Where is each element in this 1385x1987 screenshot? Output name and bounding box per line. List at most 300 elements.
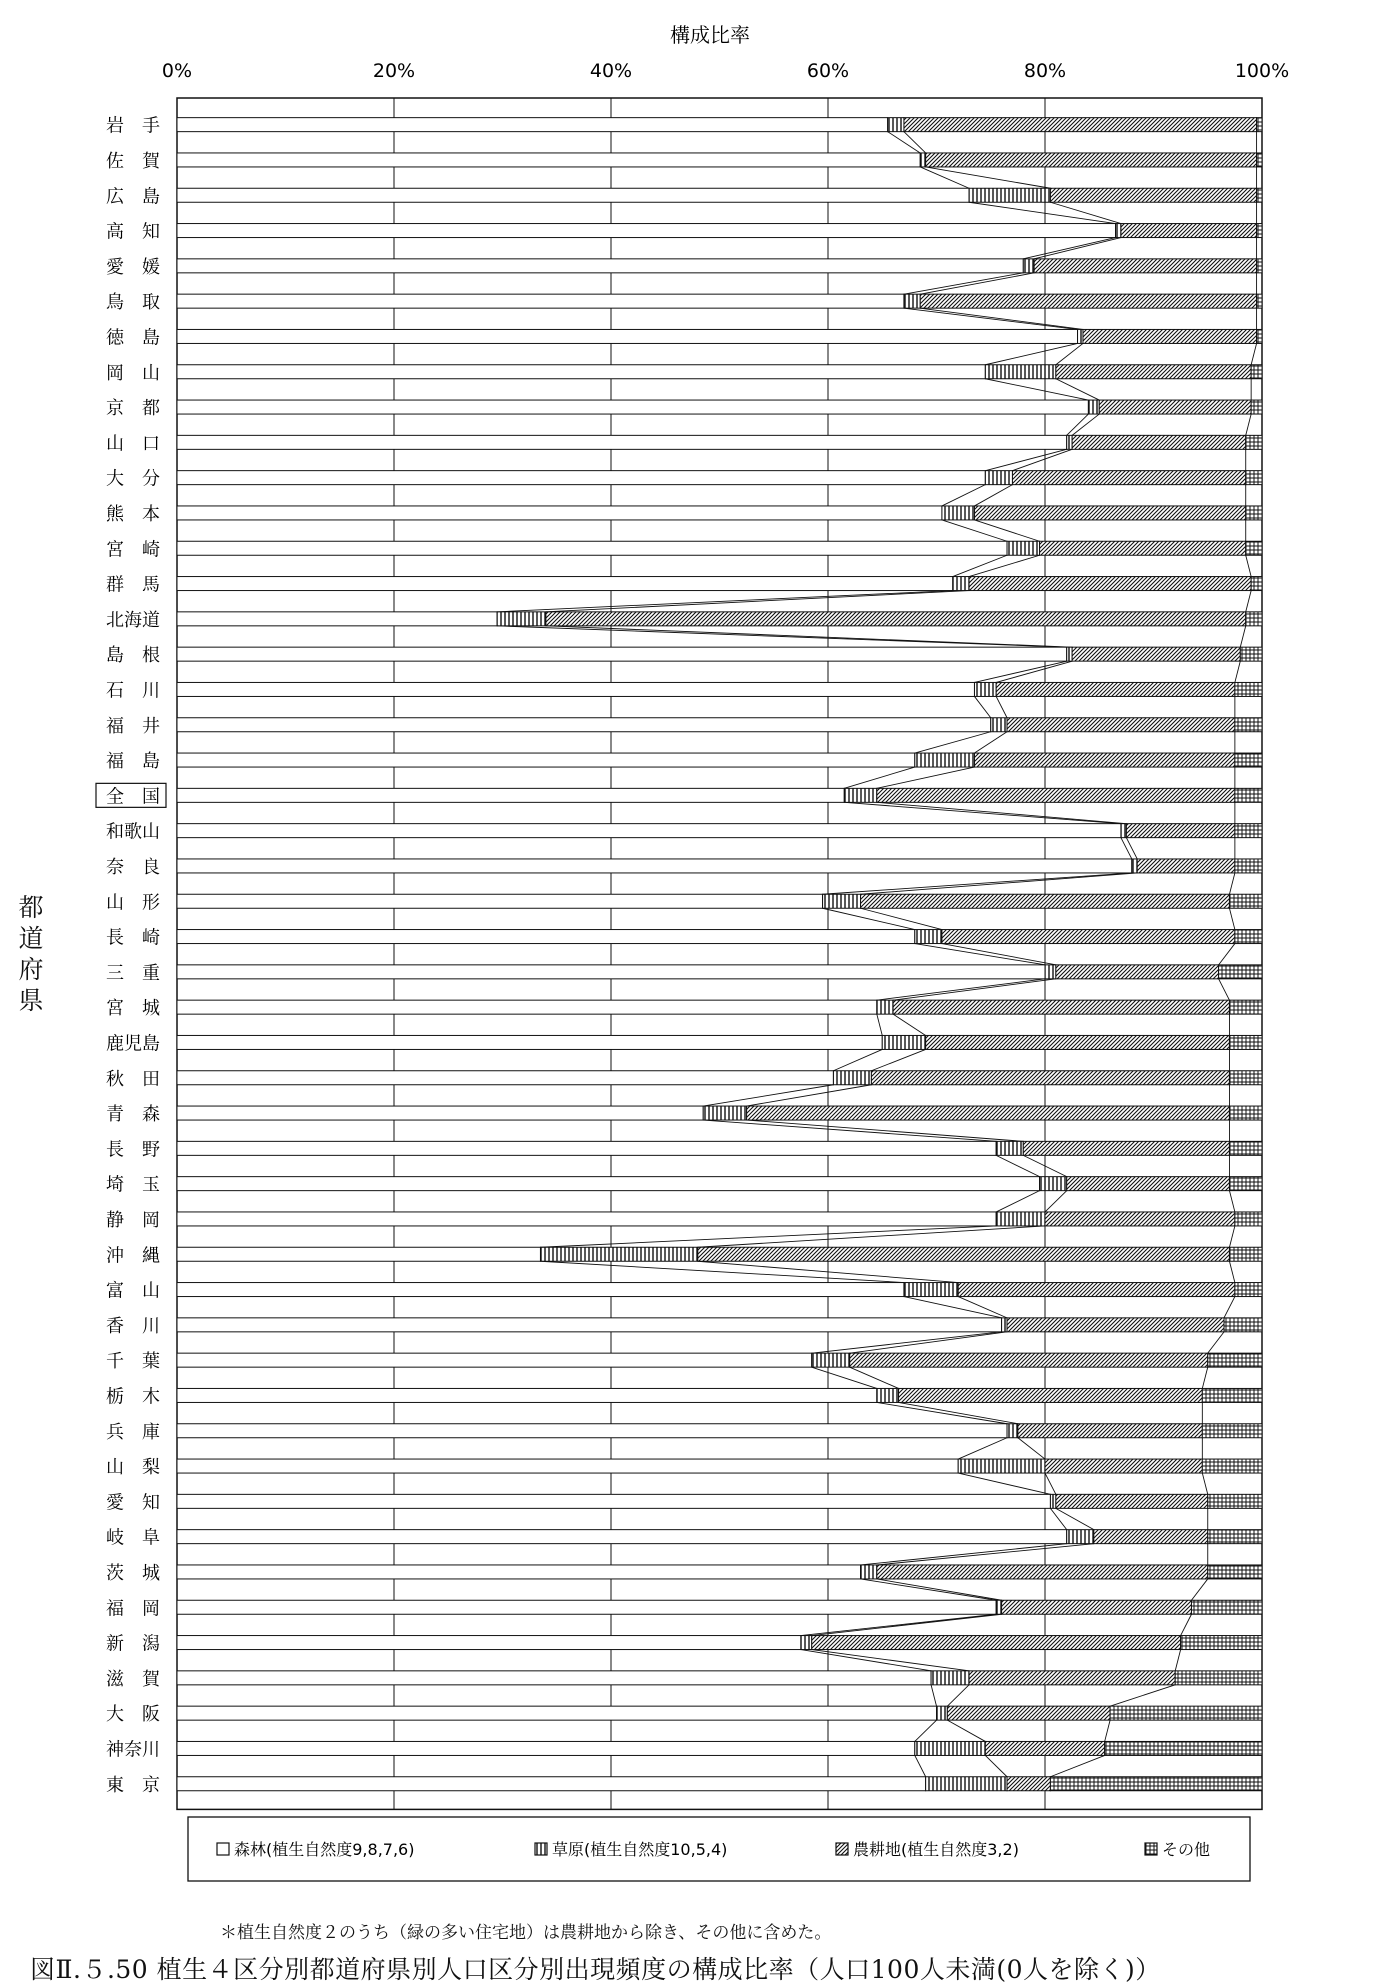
category-label: 佐 賀 [106,150,160,172]
bar-segment [996,1141,1023,1155]
bar-segment [177,1530,1067,1544]
bar-segment [974,753,1234,767]
series-connector [812,1332,1002,1353]
bar-segment [996,1600,1001,1614]
series-connector [1229,1226,1234,1247]
bar-segment [177,471,985,485]
series-connector [974,696,990,717]
bar-segment [1083,329,1257,343]
series-connector [947,1720,985,1741]
bar-segment [1067,1530,1094,1544]
bar-segment [1094,1530,1208,1544]
series-connector [1246,591,1251,612]
series-connector [915,1755,926,1776]
bar-segment [1023,1141,1229,1155]
bar-segment [937,1706,948,1720]
series-connector [1105,1720,1110,1741]
bar-segment [1202,1424,1262,1438]
category-label: 岡 山 [106,362,160,384]
series-connector [974,520,1039,541]
series-connector [904,308,1078,329]
bar-segment [1246,471,1262,485]
bar-segment [1257,329,1262,343]
series-connector [540,1261,903,1282]
legend-swatch [1145,1843,1157,1855]
bar-segment [920,294,1256,308]
category-label: 山 形 [106,892,160,914]
bar-segment [812,1353,850,1367]
series-connector [812,1650,969,1671]
chart-title: 構成比率 [670,23,750,47]
category-label: 全 国 [106,786,160,808]
bar-segment [546,612,1246,626]
series-connector [1202,1473,1207,1494]
bar-segment [1235,682,1262,696]
series-connector [1202,1367,1207,1388]
bar-segment [1045,1459,1202,1473]
bar-segment [1257,188,1262,202]
bar-segment [1251,577,1262,591]
category-label: 山 口 [106,433,160,455]
bar-segment [177,647,1067,661]
bar-segment [177,1247,540,1261]
series-connector [1121,838,1132,859]
bar-segment [1040,1177,1067,1191]
bar-segment [1050,1494,1055,1508]
category-label: 三 重 [106,962,160,984]
x-tick-label: 100% [1234,60,1290,82]
bar-segment [1007,1424,1018,1438]
category-label: 山 梨 [106,1457,160,1479]
bar-segment [177,1388,877,1402]
legend-label: 農耕地(植生自然度3,2) [853,1840,1019,1859]
category-label: 熊 本 [106,503,160,525]
series-connector [974,485,1012,506]
category-label: 宮 崎 [106,539,160,561]
series-connector [877,802,1127,823]
bar-segment [177,1106,703,1120]
bar-segment [1088,400,1099,414]
series-connector [877,1579,1002,1600]
series-connector [985,379,1088,400]
category-label: 茨 城 [106,1562,160,1584]
series-connector [1050,1508,1066,1529]
bar-segment [1240,647,1262,661]
category-label: 富 山 [106,1280,160,1302]
bar-segment [177,1741,915,1755]
series-connector [1045,1473,1056,1494]
bar-segment [1257,294,1262,308]
series-connector [823,873,1132,894]
series-connector [844,767,915,788]
bar-segment [177,1565,861,1579]
bar-segment [1002,1318,1007,1332]
bar-segment [1099,400,1251,414]
bar-segment [177,224,1116,238]
legend-label: その他 [1162,1840,1211,1859]
bar-segment [1023,259,1034,273]
category-label: 愛 知 [106,1492,160,1514]
bar-segment [1007,541,1040,555]
bar-segment [996,1212,1045,1226]
series-connector [1050,202,1121,223]
category-label: 群 馬 [106,574,160,596]
series-connector [497,591,953,612]
series-connector [540,1226,996,1247]
category-label: 鳥 取 [106,292,160,314]
bar-segment [1137,859,1235,873]
series-connector [812,1367,877,1388]
series-connector [546,591,969,612]
series-connector [1191,1579,1207,1600]
legend-swatch [836,1843,848,1855]
series-connector [1110,1685,1175,1706]
series-connector [1126,838,1137,859]
category-label: 新 潟 [106,1633,160,1655]
series-connector [747,1120,1024,1141]
bar-segment [177,1706,937,1720]
y-axis-label-text [16,892,46,1016]
bar-segment [177,718,991,732]
series-connector [497,626,1067,647]
bar-segment [1105,1741,1262,1755]
bar-segment [177,294,904,308]
series-connector [1023,238,1115,259]
series-connector [958,1473,1050,1494]
bar-segment [1067,1177,1230,1191]
bar-segment [1235,1212,1262,1226]
x-tick-label: 60% [806,60,850,82]
series-connector [915,944,1045,965]
bar-segment [177,753,915,767]
category-label: 岐 阜 [106,1527,160,1549]
category-label: 北海道 [106,609,160,631]
series-connector [861,1579,997,1600]
category-label: 石 川 [106,680,160,702]
bar-segment [177,541,1007,555]
series-connector [877,979,1045,1000]
category-label: 兵 庫 [106,1421,160,1443]
bar-segment [958,1283,1235,1297]
category-label: 和歌山 [106,821,160,843]
series-connector [958,1438,1007,1459]
bar-segment [850,1353,1208,1367]
series-connector [1050,1755,1104,1776]
bar-segment [1056,365,1251,379]
series-connector [904,273,1023,294]
bar-segment [985,365,1056,379]
series-connector [1181,1614,1192,1635]
series-connector [801,1650,931,1671]
series-connector [920,273,1034,294]
bar-segment [177,400,1088,414]
series-connector [861,873,1138,894]
bar-segment [1235,788,1262,802]
plot-frame [177,98,1262,1809]
category-label: 秋 田 [106,1068,160,1090]
series-connector [703,1120,996,1141]
bar-segment [969,1671,1175,1685]
bar-segment [1175,1671,1262,1685]
bar-segment [1235,718,1262,732]
bar-segment [1007,1318,1224,1332]
bar-segment [1246,435,1262,449]
bar-segment [1246,506,1262,520]
series-connector [985,449,1066,470]
category-label: 東 京 [106,1774,160,1796]
series-connector [1229,1191,1234,1212]
bar-segment [177,1141,996,1155]
bar-segment [177,682,974,696]
bar-segment [871,1071,1229,1085]
bar-segment [1246,541,1262,555]
series-connector [877,1544,1094,1565]
bar-segment [1067,647,1072,661]
bar-segment [177,506,942,520]
series-connector [850,1332,1007,1353]
bar-segment [969,577,1251,591]
series-connector [974,661,1066,682]
y-axis-label-char: 府 [18,955,44,984]
bar-segment [899,1388,1203,1402]
bar-segment [177,965,1045,979]
bar-segment [1224,1318,1262,1332]
bar-segment [904,1283,958,1297]
bar-segment [1257,224,1262,238]
bar-segment [540,1247,697,1261]
bar-segment [1045,1212,1235,1226]
category-label: 香 川 [106,1315,160,1337]
bar-segment [958,1459,1045,1473]
series-connector [942,485,985,506]
bar-segment [1056,1494,1208,1508]
series-connector [942,520,1007,541]
bar-segment [915,930,942,944]
x-axis-ticks [162,60,1289,82]
bar-segment [877,788,1235,802]
bar-segment [1002,1600,1192,1614]
bar-segment [703,1106,746,1120]
bar-segment [942,930,1235,944]
legend-swatch [535,1843,547,1855]
category-label: 広 島 [106,186,160,208]
series-connector [1229,908,1234,929]
bar-segment [177,577,953,591]
bar-segment [1034,259,1256,273]
category-label: 福 井 [106,715,160,737]
series-connector [899,1402,1018,1423]
bar-segment [1208,1565,1262,1579]
bar-segment [1229,1000,1262,1014]
bar-segment [1202,1388,1262,1402]
bar-segment [1208,1494,1262,1508]
y-axis-label-char: 都 [18,893,44,922]
category-label: 大 分 [106,468,160,490]
series-connector [1229,873,1234,894]
bar-segment [177,1424,1007,1438]
bar-segment [177,1283,904,1297]
category-label: 埼 玉 [106,1174,160,1196]
bar-segment [1040,541,1246,555]
bar-segment [942,506,975,520]
y-axis-label-char: 道 [18,924,44,953]
bar-segment [974,682,996,696]
series-connector [1056,1508,1094,1529]
bar-segment [177,1494,1050,1508]
bar-segment [1072,647,1240,661]
bar-segment [1007,718,1235,732]
bar-segment [177,824,1121,838]
bar-segment [1045,965,1056,979]
bar-segment [904,294,920,308]
series-connector [985,1755,1007,1776]
category-label: 徳 島 [106,327,160,349]
series-connector [1034,238,1121,259]
bar-segment [1251,400,1262,414]
legend-label: 草原(植生自然度10,5,4) [552,1840,728,1859]
category-label: 大 阪 [106,1704,160,1726]
bar-segment [177,612,497,626]
series-connector [958,1297,1007,1318]
series-connector [1235,661,1240,682]
bar-segment [1078,329,1083,343]
bar-segment [893,1000,1229,1014]
bar-segment [1219,965,1262,979]
bar-segment [177,1212,996,1226]
bar-segment [1208,1530,1262,1544]
y-axis-label [16,892,46,1016]
series-connector [1012,449,1072,470]
bar-segment [177,859,1132,873]
series-connector [996,1191,1039,1212]
category-label: 愛 媛 [106,256,160,278]
bar-segment [996,682,1235,696]
series-connector [947,1685,969,1706]
plot-area [96,98,1262,1809]
bar-segment [177,1636,801,1650]
bar-segment [877,1388,899,1402]
bar-segment [177,188,969,202]
bar-segment [1229,1247,1262,1261]
bar-segment [177,1459,958,1473]
category-label: 静 岡 [106,1209,160,1231]
series-connector [1045,1191,1067,1212]
series-connector [1056,343,1083,364]
series-connector [996,696,1007,717]
bar-segment [1121,224,1257,238]
bar-segment [877,1565,1208,1579]
series-connector [904,1297,1002,1318]
x-tick-label: 20% [372,60,416,82]
series-connector [833,1049,882,1070]
category-label: 島 根 [106,645,160,667]
category-label: 滋 賀 [106,1668,160,1690]
bar-segment [1257,153,1262,167]
bar-segment [1229,1035,1262,1049]
bar-segment [1121,824,1126,838]
bar-segment [1229,1141,1262,1155]
category-label: 高 知 [106,221,160,243]
category-label: 長 野 [106,1139,160,1161]
bar-segment [1229,894,1262,908]
bar-segment [926,153,1257,167]
legend [188,1817,1250,1881]
series-connector [1229,1261,1234,1282]
bar-segment [1007,1777,1050,1791]
bar-segment [823,894,861,908]
x-tick-label: 0% [161,60,193,82]
bar-segment [1251,365,1262,379]
category-label: 宮 城 [106,998,160,1020]
series-connector [1219,979,1230,1000]
bar-segment [1072,435,1246,449]
bar-segment [985,1741,1104,1755]
bar-segment [177,1318,1002,1332]
category-label: 青 森 [106,1104,160,1126]
series-connector [1219,944,1235,965]
bar-segment [177,894,823,908]
category-label: 福 島 [106,751,160,773]
series-connector [812,1614,1002,1635]
bar-segment [801,1636,812,1650]
bar-segment [177,1353,812,1367]
bar-segment [861,1565,877,1579]
bar-segment [177,259,1023,273]
bar-segment [926,1035,1230,1049]
legend-swatch [217,1843,229,1855]
bar-segment [920,153,925,167]
bar-segment [969,188,1050,202]
bar-segment [1018,1424,1202,1438]
series-connector [1208,1332,1224,1353]
bar-segment [1191,1600,1262,1614]
bar-segment [931,1671,969,1685]
series-connector [850,1367,899,1388]
series-connector [915,1720,937,1741]
series-connector [546,626,1072,647]
bar-segment [1202,1459,1262,1473]
legend-label: 森林(植生自然度9,8,7,6) [234,1840,415,1859]
bar-segment [177,1071,833,1085]
bar-segment [698,1247,1230,1261]
category-label: 奈 良 [106,856,160,878]
series-connector [801,1614,996,1635]
category-label: 沖 縄 [106,1245,160,1267]
series-connector [931,1685,936,1706]
bar-segment [1229,1071,1262,1085]
bar-segment [1229,1106,1262,1120]
bar-segment [1181,1636,1262,1650]
bar-segment [1235,824,1262,838]
bar-segment [1235,1283,1262,1297]
category-label: 長 崎 [106,927,160,949]
category-label: 神奈川 [106,1739,160,1761]
series-connector [877,1014,882,1035]
category-label: 鹿児島 [106,1033,160,1055]
series-connector [877,767,975,788]
bar-segment [177,1035,882,1049]
bar-segment [747,1106,1230,1120]
series-connector [985,343,1077,364]
bar-segment [915,1741,986,1755]
bar-segment [1050,188,1256,202]
x-tick-label: 40% [589,60,633,82]
bar-segment [1056,965,1219,979]
bar-segment [1257,259,1262,273]
footnote: ＊植生自然度２のうち（緑の多い住宅地）は農耕地から除き、その他に含めた。 [220,1923,832,1943]
series-connector [893,1014,926,1035]
category-label: 岩 手 [106,115,160,137]
